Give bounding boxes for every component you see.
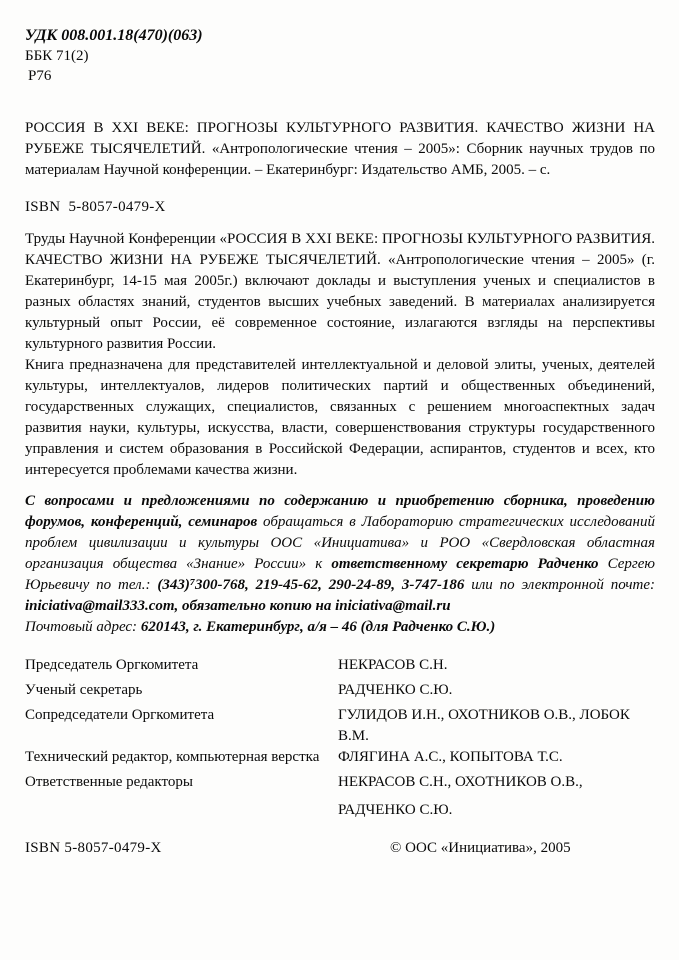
contact-name: Сергею Юрьевичу по тел.:: [25, 556, 655, 593]
table-row: [25, 705, 655, 747]
role-names: ГУЛИДОВ И.Н., ОХОТНИКОВ О.В., ЛОБОК В.М.: [338, 707, 630, 744]
table-row: [25, 747, 655, 772]
role-label: Ученый секретарь: [25, 682, 143, 698]
contact-emails: iniciativa@mail333.com, обязательно копию на iniciativa@mail.ru: [25, 598, 451, 614]
contact-section: [25, 491, 655, 638]
contact-secretary: ответственному секретарю Радченко: [331, 556, 608, 572]
author-sign: Р76: [28, 68, 52, 84]
role-label: Сопредседатели Оргкомитета: [25, 707, 215, 723]
role-names: НЕКРАСОВ С.Н.: [338, 657, 448, 673]
annotation: [25, 229, 655, 481]
table-row: [25, 772, 655, 797]
page-footer: [25, 838, 655, 859]
role-label: Председатель Оргкомитета: [25, 657, 199, 673]
role-names: НЕКРАСОВ С.Н., ОХОТНИКОВ О.В.,: [338, 774, 583, 790]
annotation-paragraph-1: Труды Научной Конференции «РОССИЯ В XXI ВЕКЕ: ПРОГНОЗЫ КУЛЬТУРНОГО РАЗВИТИЯ. КАЧЕСТВО ЖИЗНИ НА РУБЕЖЕ ТЫСЯЧЕЛЕТИЙ. «Антропологические чтения – 2005» (г. Екатеринбург, 14-15 мая 2005г.) включают доклады и выступления ученых и специалистов в разных областях знаний, студентов высших учебных заведений. В материалах анализируется культурный опыт России, её современное состояние, излагаются взгляды на перспективы культурного развития России.: [25, 231, 655, 352]
role-names: РАДЧЕНКО С.Ю.: [338, 802, 453, 818]
contact-org: обращаться в Лабораторию стратегических исследований проблем цивилизации и культуры ООС «Инициатива» и РОО «Свердловская областная организация общества «Знание» России» к: [25, 514, 655, 572]
role-label: Технический редактор, компьютерная верстка: [25, 749, 320, 765]
contact-email-label: или по электронной почте:: [471, 577, 656, 593]
contact-intro: С вопросами и предложениями по содержанию и приобретению сборника, проведению форумов, конференций, семинаров: [25, 493, 655, 530]
bbk-code: ББК 71(2): [25, 48, 89, 64]
udk-code: УДК 008.001.18(470)(063): [25, 27, 203, 44]
role-names: ФЛЯГИНА А.С., КОПЫТОВА Т.С.: [338, 749, 563, 765]
contact-paragraph: [25, 491, 655, 617]
postal-value: 620143, г. Екатеринбург, а/я – 46 (для Радченко С.Ю.): [140, 619, 496, 635]
copyright-notice: © ООС «Инициатива», 2005: [390, 840, 571, 856]
table-row: [25, 680, 655, 705]
isbn-line: ISBN 5-8057-0479-X: [25, 199, 166, 215]
classification-codes: [25, 26, 655, 86]
role-names: РАДЧЕНКО С.Ю.: [338, 682, 453, 698]
footer-isbn: ISBN 5-8057-0479-X: [25, 840, 162, 856]
roles-table: [25, 655, 655, 825]
postal-label: Почтовый адрес:: [25, 619, 141, 635]
postal-address-line: [25, 617, 655, 638]
annotation-paragraph-2: Книга предназначена для представителей интеллектуальной и деловой элиты, ученых, деятелей культуры, интеллектуалов, лидеров политических партий и общественных объединений, государственных служащих, специалистов, связанных с решением многоаспектных задач развития науки, культуры, искусства, власти, совершенствования структуры государственного управления и систем образования в Российской Федерации, аспирантов, студентов и всех, кто интересуется проблемами качества жизни.: [25, 357, 655, 478]
table-row: [25, 800, 655, 825]
role-label: Ответственные редакторы: [25, 774, 193, 790]
table-row: [25, 655, 655, 680]
contact-phones: (343)⁷300-768, 219-45-62, 290-24-89, 3-747-186: [157, 577, 472, 593]
bibliographic-title: РОССИЯ В XXI ВЕКЕ: ПРОГНОЗЫ КУЛЬТУРНОГО РАЗВИТИЯ. КАЧЕСТВО ЖИЗНИ НА РУБЕЖЕ ТЫСЯЧЕЛЕТИЙ. «Антропологические чтения – 2005»: Сборник научных трудов по материалам Научной конференции. – Екатеринбург: Издательство АМБ, 2005. – с.: [25, 120, 655, 178]
